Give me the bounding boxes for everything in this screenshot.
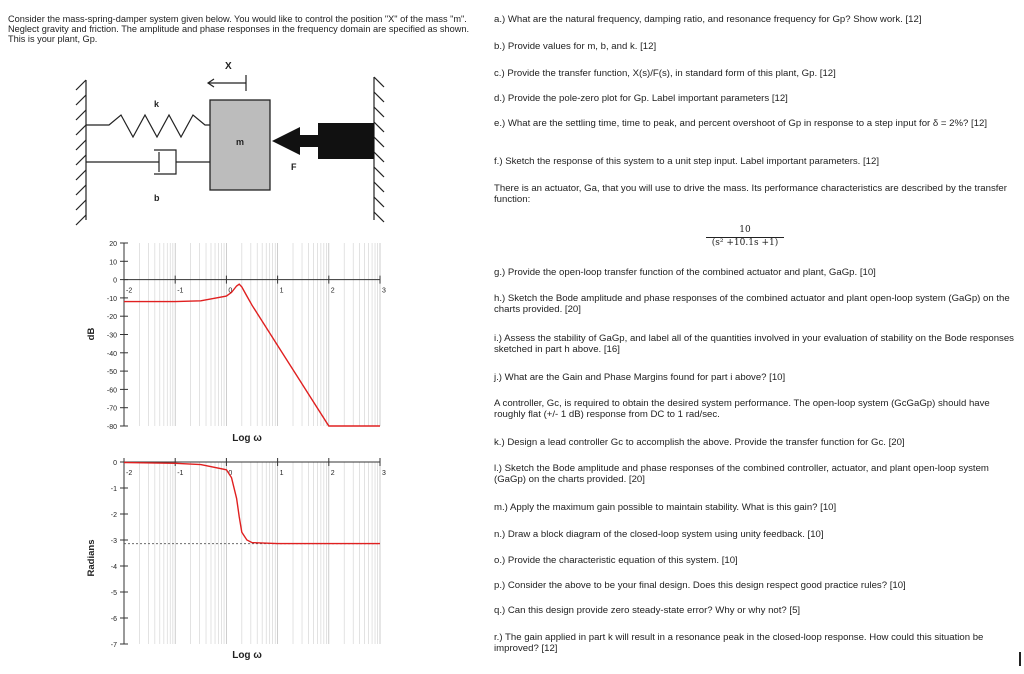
x-tick-label: 2 bbox=[330, 470, 335, 477]
x-axis-label: Log ω bbox=[232, 433, 262, 444]
x-tick-label: -2 bbox=[126, 287, 133, 295]
y-tick-label: -40 bbox=[106, 350, 117, 358]
question-i: i.) Assess the stability of GaGp, and label all of the quantities involved in your evaluation of stability on the Bode responses sketched in part h above. [16] bbox=[494, 333, 1014, 355]
actuator-description: There is an actuator, Ga, that you will use to drive the mass. Its performance characteristics are described by the transfer function: bbox=[494, 183, 1007, 205]
question-q: q.) Can this design provide zero steady-state error? Why or why not? [5] bbox=[494, 605, 801, 616]
question-h: h.) Sketch the Bode amplitude and phase responses of the combined actuator and plant open-loop system (GaGp) on the charts provided. [20] bbox=[494, 293, 1010, 315]
force-arrow bbox=[272, 127, 300, 155]
x-tick-label: -2 bbox=[126, 470, 133, 477]
y-tick-label: -80 bbox=[106, 424, 117, 431]
x-tick-label: -1 bbox=[177, 470, 184, 477]
question-m: m.) Apply the maximum gain possible to maintain stability. What is this gain? [10] bbox=[494, 502, 837, 513]
m-label: m bbox=[236, 137, 245, 147]
x-label: X bbox=[225, 61, 232, 72]
tf-denominator: (s² +10.1s +1) bbox=[711, 238, 779, 248]
y-tick-label: -10 bbox=[106, 295, 117, 303]
question-j: j.) What are the Gain and Phase Margins found for part i above? [10] bbox=[494, 372, 786, 383]
question-b: b.) Provide values for m, b, and k. [12] bbox=[494, 41, 657, 52]
intro-text: Consider the mass-spring-damper system given below. You would like to control the position "X" of the mass "m". Neglect gravity and friction. The amplitude and phase responses in the frequency domain are specified as shown. This is your plant, Gp. bbox=[8, 14, 470, 45]
x-tick-label: 2 bbox=[330, 287, 335, 295]
y-tick-label: -3 bbox=[110, 538, 117, 545]
y-tick-label: -6 bbox=[110, 616, 117, 623]
question-c: c.) Provide the transfer function, X(s)/F(s), in standard form of this plant, Gp. [12] bbox=[494, 68, 836, 79]
question-f: f.) Sketch the response of this system to a unit step input. Label important parameters. [12] bbox=[494, 156, 880, 167]
right-wall-hatch bbox=[374, 77, 384, 222]
phase-series-line bbox=[124, 463, 380, 544]
x-tick-label: 1 bbox=[279, 287, 284, 295]
y-tick-label: 0 bbox=[113, 277, 117, 285]
x-tick-label: 3 bbox=[382, 287, 386, 295]
x-axis-label: Log ω bbox=[232, 650, 262, 661]
damper bbox=[86, 150, 210, 174]
question-o: o.) Provide the characteristic equation of this system. [10] bbox=[494, 555, 738, 566]
question-g: g.) Provide the open-loop transfer function of the combined actuator and plant, GaGp. [10] bbox=[494, 267, 876, 278]
x-tick-label: 0 bbox=[228, 287, 233, 295]
y-tick-label: -30 bbox=[106, 332, 117, 340]
y-tick-label: -2 bbox=[110, 512, 117, 519]
question-d: d.) Provide the pole-zero plot for Gp. Label important parameters [12] bbox=[494, 93, 788, 104]
y-axis-label: dB bbox=[86, 327, 97, 341]
y-tick-label: -60 bbox=[106, 387, 117, 395]
y-tick-label: -5 bbox=[110, 590, 117, 597]
y-tick-label: 20 bbox=[109, 241, 117, 248]
question-r: r.) The gain applied in part k will result in a resonance peak in the closed-loop response. How could this situation be improved? [12] bbox=[494, 632, 984, 654]
x-tick-label: 0 bbox=[228, 470, 233, 477]
y-tick-label: -1 bbox=[110, 486, 117, 493]
question-k: k.) Design a lead controller Gc to accomplish the above. Provide the transfer function for Gc. [20] bbox=[494, 437, 905, 448]
actuator-block bbox=[318, 123, 374, 159]
y-tick-label: 0 bbox=[113, 460, 117, 467]
phase-chart bbox=[80, 454, 400, 666]
question-p: p.) Consider the above to be your final design. Does this design respect good practice rules? [10] bbox=[494, 580, 906, 591]
x-arrow bbox=[208, 75, 246, 91]
mass-spring-damper-diagram bbox=[64, 55, 409, 235]
y-tick-label: 10 bbox=[109, 259, 117, 267]
f-label: F bbox=[291, 162, 297, 172]
spring bbox=[86, 115, 210, 137]
y-tick-label: -7 bbox=[110, 642, 117, 649]
y-tick-label: -50 bbox=[106, 369, 117, 377]
question-e: e.) What are the settling time, time to peak, and percent overshoot of Gp in response to a step input for δ = 2%? [12] bbox=[494, 118, 988, 129]
y-tick-label: -70 bbox=[106, 405, 117, 413]
question-n: n.) Draw a block diagram of the closed-loop system using unity feedback. [10] bbox=[494, 529, 824, 540]
x-tick-label: 3 bbox=[382, 470, 386, 477]
question-l: l.) Sketch the Bode amplitude and phase responses of the combined controller, actuator, and plant open-loop system (GaGp) on the charts provided. [20] bbox=[494, 463, 989, 485]
tf-numerator: 10 bbox=[706, 225, 784, 238]
x-tick-label: -1 bbox=[177, 287, 184, 295]
k-label: k bbox=[154, 99, 160, 109]
y-tick-label: -4 bbox=[110, 564, 117, 571]
text-cursor bbox=[1019, 652, 1021, 666]
actuator-rod bbox=[300, 135, 320, 147]
magnitude-chart bbox=[80, 236, 400, 446]
magnitude-series-line bbox=[124, 284, 380, 426]
left-wall-hatch bbox=[76, 80, 86, 225]
controller-description: A controller, Gc, is required to obtain the desired system performance. The open-loop system (GcGaGp) should have roughly flat (+/- 1 dB) response from DC to 1 rad/sec. bbox=[494, 398, 990, 420]
transfer-function bbox=[706, 225, 784, 249]
question-a: a.) What are the natural frequency, damping ratio, and resonance frequency for Gp? Show work. [12] bbox=[494, 14, 922, 25]
y-axis-label: Radians bbox=[86, 539, 97, 577]
y-tick-label: -20 bbox=[106, 314, 117, 322]
x-tick-label: 1 bbox=[279, 470, 284, 477]
b-label: b bbox=[154, 193, 160, 203]
